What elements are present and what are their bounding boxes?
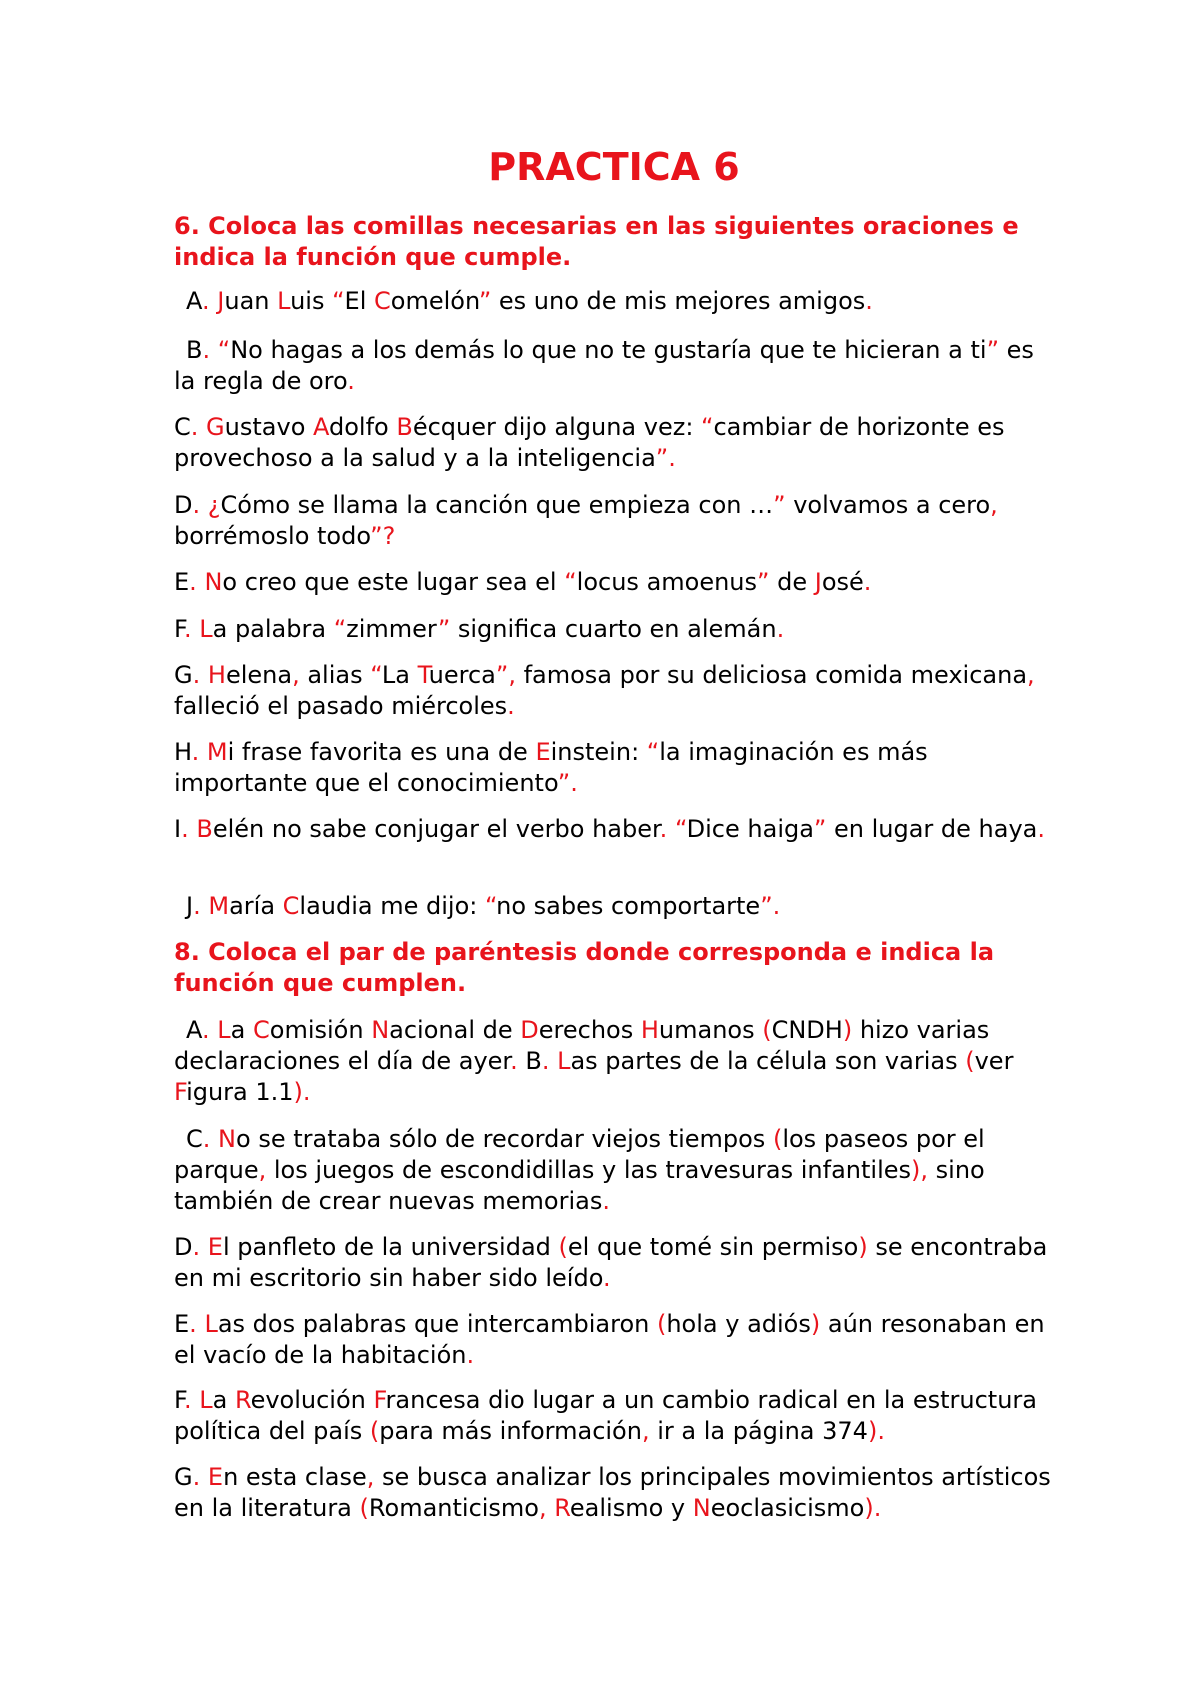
exercise-6-item-i: I. Belén no sabe conjugar el verbo haber. “Dice haiga” en lugar de haya. [174,815,1046,843]
exercise-8-item-e: E. Las dos palabras que intercambiaron (hola y adiós) aún resonaban en el vacío de la habitación. [174,1310,1045,1369]
exercise-8-heading: 8. Coloca el par de paréntesis donde corresponda e indica la función que cumplen. [174,938,995,997]
exercise-8-item-g: G. En esta clase, se busca analizar los principales movimientos artísticos en la literatura (Romanticismo, Realismo y Neoclasicismo). [174,1463,1051,1522]
exercise-8-item-c: C. No se trataba sólo de recordar viejos tiempos (los paseos por el parque, los juegos de escondidillas y las travesuras infantiles), sino también de crear nuevas memorias. [174,1125,985,1215]
page-title: PRACTICA 6 [488,145,740,189]
exercise-8-item-d: D. El panfleto de la universidad (el que tomé sin permiso) se encontraba en mi escritorio sin haber sido leído. [174,1233,1048,1292]
exercise-6-item-d: D. ¿Cómo se llama la canción que empieza con …” volvamos a cero, borrémoslo todo”? [174,491,998,550]
exercise-6-item-e: E. No creo que este lugar sea el “locus amoenus” de José. [174,568,872,596]
exercise-6-item-b: B. “No hagas a los demás lo que no te gustaría que te hicieran a ti” es la regla de oro. [174,336,1034,395]
exercise-6-item-j: J. María Claudia me dijo: “no sabes comportarte”. [186,892,781,920]
exercise-6-item-f: F. La palabra “zimmer” significa cuarto en alemán. [174,615,785,643]
exercise-6-item-a: A. Juan Luis “El Comelón” es uno de mis mejores amigos. [186,287,873,315]
exercise-8-item-f: F. La Revolución Francesa dio lugar a un cambio radical en la estructura política del país (para más información, ir a la página 374). [174,1386,1037,1445]
exercise-6-item-c: C. Gustavo Adolfo Bécquer dijo alguna vez: “cambiar de horizonte es provechoso a la salud y a la inteligencia”. [174,413,1005,472]
exercise-6-heading: 6. Coloca las comillas necesarias en las siguientes oraciones e indica la función que cumple. [174,212,1019,271]
exercise-8-item-a: A. La Comisión Nacional de Derechos Humanos (CNDH) hizo varias declaraciones el día de ayer. B. Las partes de la célula son varias (ver Figura 1.1). [174,1016,1014,1106]
exercise-6-item-g: G. Helena, alias “La Tuerca”, famosa por su deliciosa comida mexicana, falleció el pasado miércoles. [174,661,1035,720]
exercise-6-item-h: H. Mi frase favorita es una de Einstein: “la imaginación es más importante que el conocimiento”. [174,738,928,797]
